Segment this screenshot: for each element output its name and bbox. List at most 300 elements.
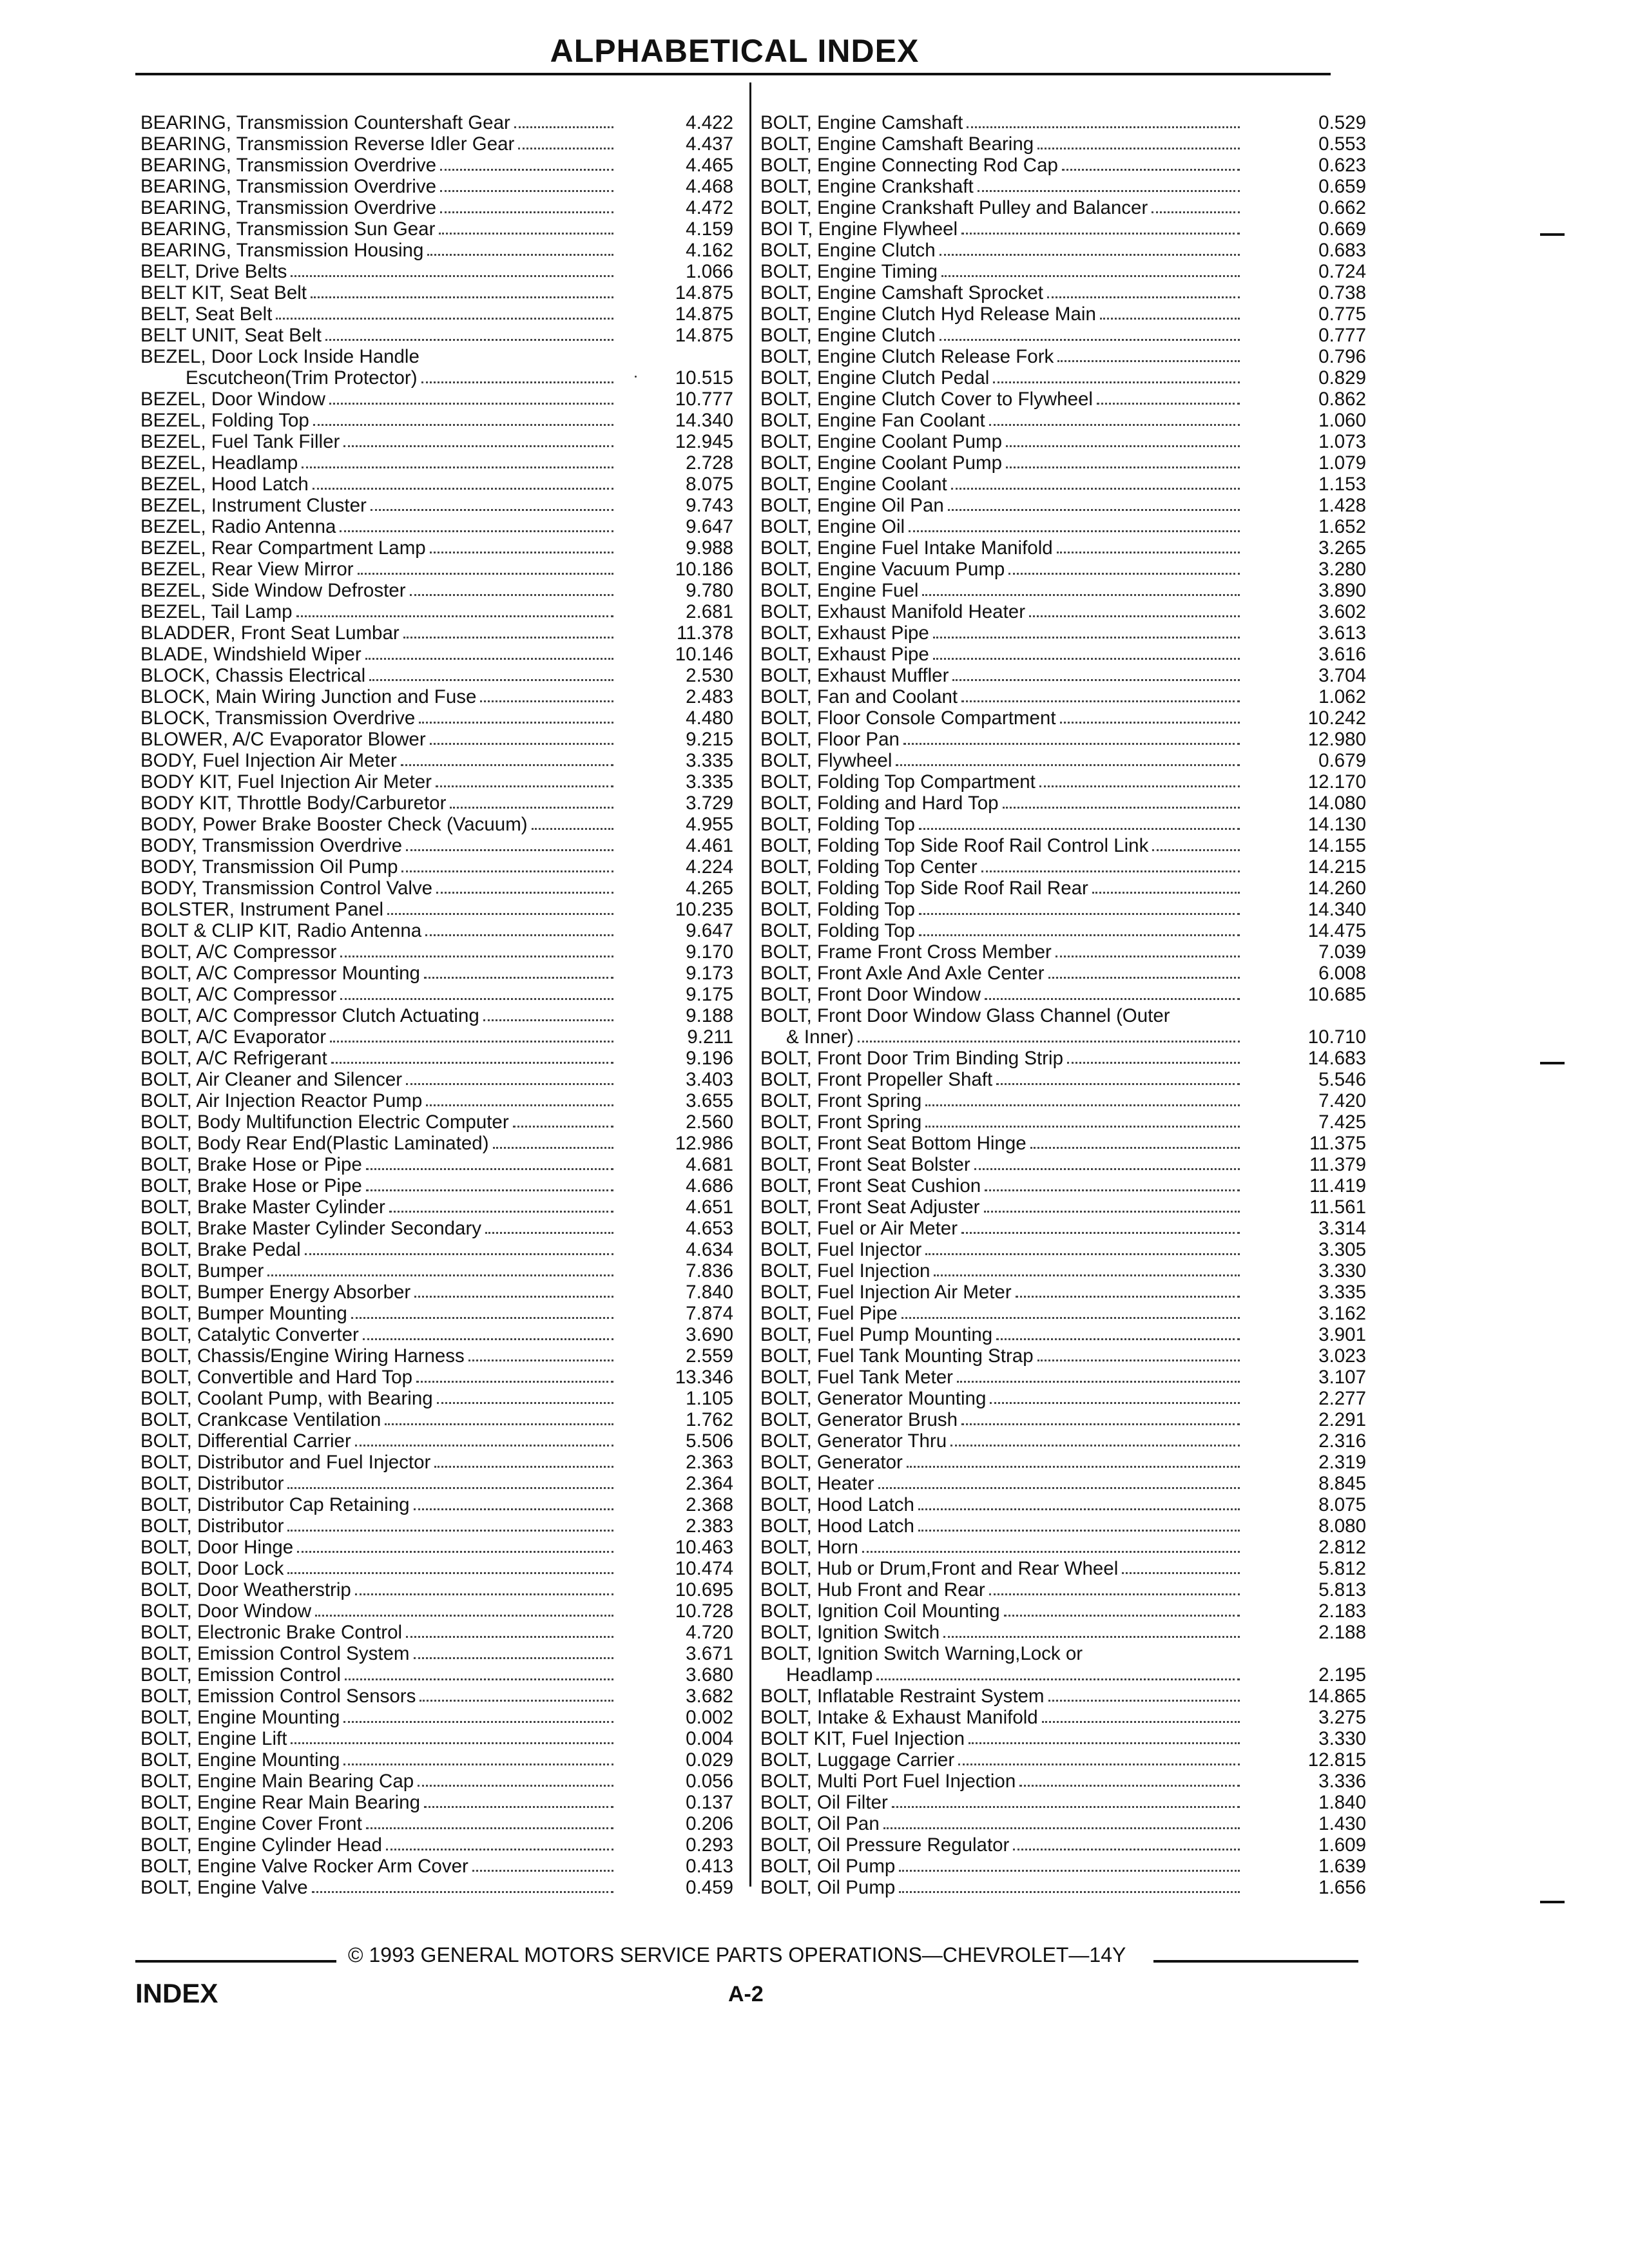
index-entry (140, 1877, 733, 1898)
dot-leader (1092, 892, 1240, 894)
index-entry (140, 1367, 733, 1388)
entry-page-number: 4.651 (686, 1196, 733, 1218)
index-entry (760, 1090, 1366, 1111)
margin-mark (1540, 1062, 1565, 1064)
index-entry (140, 1026, 733, 1048)
index-entry (140, 1154, 733, 1175)
index-entry (760, 1728, 1366, 1749)
entry-description: BOLT, Hood Latch (760, 1494, 914, 1515)
entry-description: BOLT, Fan and Coolant (760, 686, 958, 707)
index-entry (140, 1409, 733, 1430)
index-entry (760, 303, 1366, 325)
entry-description: BOLT, Fuel Injection Air Meter (760, 1282, 1012, 1303)
entry-page-number: 1.062 (1318, 686, 1366, 707)
entry-description: BOLT, Engine Camshaft Bearing (760, 133, 1034, 155)
entry-page-number: 8.845 (1318, 1473, 1366, 1494)
dot-leader (1048, 1700, 1240, 1702)
dot-leader (1013, 1849, 1240, 1850)
entry-description: BOLT, Engine Oil Pan (760, 495, 944, 516)
dot-leader (366, 1827, 613, 1829)
entry-description: BOLT, Engine Clutch Hyd Release Main (760, 303, 1096, 325)
index-entry (140, 1048, 733, 1069)
entry-page-number: 0.623 (1318, 155, 1366, 176)
index-entry (140, 1834, 733, 1856)
index-entry (140, 1494, 733, 1515)
entry-description: BOLT, Engine Camshaft (760, 112, 963, 133)
entry-description: BOLT, Engine Camshaft Sprocket (760, 282, 1043, 303)
dot-leader (437, 1402, 613, 1404)
entry-description: BOLT, Generator Mounting (760, 1388, 987, 1409)
entry-description: BOLT, Engine Main Bearing Cap (140, 1771, 414, 1792)
index-entry (760, 495, 1366, 516)
index-entry (140, 1388, 733, 1409)
entry-description: BOLT, Engine Cover Front (140, 1813, 362, 1834)
entry-description: BEZEL, Rear Compartment Lamp (140, 537, 426, 559)
dot-leader (532, 828, 613, 830)
entry-description: BEARING, Transmission Sun Gear (140, 218, 436, 240)
entry-description: BOLT, Front Axle And Axle Center (760, 963, 1045, 984)
index-entry (140, 856, 733, 878)
index-entry (760, 1877, 1366, 1898)
index-entry (140, 1345, 733, 1367)
index-entry (760, 537, 1366, 559)
index-entry (140, 346, 733, 389)
index-entry (760, 218, 1366, 240)
entry-description: BOLT, Fuel Tank Meter (760, 1367, 953, 1388)
dot-leader (993, 381, 1240, 383)
entry-description: BOLT, Generator (760, 1452, 903, 1473)
entry-description: BOLT, Engine Mounting (140, 1749, 340, 1771)
index-entry (760, 1494, 1366, 1515)
dot-leader (919, 828, 1240, 830)
dot-leader (996, 1338, 1240, 1340)
index-entry (140, 601, 733, 622)
dot-leader (369, 679, 613, 681)
entry-page-number: 10.710 (1307, 1026, 1366, 1048)
entry-page-number: 12.815 (1307, 1749, 1366, 1771)
dot-leader (990, 1402, 1240, 1404)
entry-page-number: 2.363 (686, 1452, 733, 1473)
index-entry (140, 729, 733, 750)
entry-page-number: 10.146 (675, 644, 733, 665)
dot-leader (892, 1806, 1240, 1808)
index-entry (760, 1133, 1366, 1154)
index-entry (140, 1856, 733, 1877)
index-entry (760, 1239, 1366, 1260)
entry-description: BEZEL, Headlamp (140, 452, 298, 474)
index-entry (140, 644, 733, 665)
entry-description: BOLT, Engine Coolant Pump (760, 452, 1002, 474)
entry-page-number: 8.080 (1318, 1515, 1366, 1537)
entry-description: BOLT, Fuel Injection (760, 1260, 930, 1282)
dot-leader (1003, 807, 1240, 809)
index-entry (140, 240, 733, 261)
entry-description: BOLT, Emission Control System (140, 1643, 410, 1664)
entry-page-number: 2.364 (686, 1473, 733, 1494)
entry-description: BOLT, Crankcase Ventilation (140, 1409, 381, 1430)
entry-description: BODY KIT, Throttle Body/Carburetor (140, 793, 447, 814)
entry-description: BOI T, Engine Flywheel (760, 218, 958, 240)
dot-leader (267, 1274, 613, 1276)
entry-page-number: 1.840 (1318, 1792, 1366, 1813)
entry-page-number: 0.796 (1318, 346, 1366, 367)
entry-description: BOLT, Folding Top Compartment (760, 771, 1036, 793)
index-entry (140, 1749, 733, 1771)
entry-page-number: 3.162 (1318, 1303, 1366, 1324)
dot-leader (430, 552, 613, 553)
entry-description: BOLT, A/C Compressor Mounting (140, 963, 420, 984)
entry-page-number: 1.066 (686, 261, 733, 282)
entry-page-number: 3.330 (1318, 1728, 1366, 1749)
entry-page-number: 4.468 (686, 176, 733, 197)
index-entry (140, 1005, 733, 1026)
entry-description: BEZEL, Rear View Mirror (140, 559, 354, 580)
entry-page-number: 2.291 (1318, 1409, 1366, 1430)
entry-page-number: 10.235 (675, 899, 733, 920)
entry-description: BOLT, Brake Master Cylinder (140, 1196, 385, 1218)
entry-description: BOLT, Front Door Trim Binding Strip (760, 1048, 1063, 1069)
dot-leader (518, 148, 613, 149)
entry-page-number: 3.602 (1318, 601, 1366, 622)
dot-leader (468, 1360, 613, 1361)
dot-leader (291, 275, 613, 277)
index-entry (140, 580, 733, 601)
entry-description: BOLT, Front Propeller Shaft (760, 1069, 993, 1090)
dot-leader (389, 1211, 613, 1213)
entry-description: BOLT, Distributor (140, 1473, 284, 1494)
entry-description: BLOWER, A/C Evaporator Blower (140, 729, 426, 750)
index-entry (760, 856, 1366, 878)
entry-page-number: 1.060 (1318, 410, 1366, 431)
entry-page-number: 3.305 (1318, 1239, 1366, 1260)
entry-description: BOLT, Floor Pan (760, 729, 900, 750)
dot-leader (436, 892, 613, 894)
entry-description: BOLT, Exhaust Pipe (760, 622, 929, 644)
index-entry (140, 941, 733, 963)
entry-description: BOLT, Engine Valve Rocker Arm Cover (140, 1856, 468, 1877)
index-entry (760, 559, 1366, 580)
index-entry (760, 750, 1366, 771)
entry-description: BOLT, Heater (760, 1473, 874, 1494)
entry-page-number: 2.483 (686, 686, 733, 707)
index-entry (140, 431, 733, 452)
entry-page-number: 0.679 (1318, 750, 1366, 771)
entry-description: BOLT, Bumper Energy Absorber (140, 1282, 411, 1303)
entry-page-number: 0.206 (686, 1813, 733, 1834)
entry-page-number: 1.079 (1318, 452, 1366, 474)
index-entry (760, 1473, 1366, 1494)
entry-page-number: 14.865 (1307, 1686, 1366, 1707)
index-entry (760, 1345, 1366, 1367)
entry-description: BOLT, Oil Pan (760, 1813, 880, 1834)
entry-description: BOLT, Brake Master Cylinder Secondary (140, 1218, 482, 1239)
dot-leader (925, 1126, 1240, 1128)
dot-leader (1039, 785, 1240, 787)
dot-leader (410, 594, 613, 596)
dot-leader (1122, 1572, 1240, 1574)
dot-leader (325, 339, 613, 341)
entry-description: BOLT, Bumper (140, 1260, 264, 1282)
index-entry (760, 133, 1366, 155)
entry-description: BEARING, Transmission Overdrive (140, 197, 437, 218)
entry-description: BOLT, Front Seat Adjuster (760, 1196, 980, 1218)
entry-description: BOLT, Engine Crankshaft Pulley and Balancer (760, 197, 1148, 218)
entry-description: BOLT, Floor Console Compartment (760, 707, 1056, 729)
entry-description: BOLT, Electronic Brake Control (140, 1622, 403, 1643)
index-entry (760, 1771, 1366, 1792)
entry-page-number: 2.681 (686, 601, 733, 622)
entry-page-number: 3.690 (686, 1324, 733, 1345)
entry-description: BODY KIT, Fuel Injection Air Meter (140, 771, 432, 793)
index-entry (760, 1856, 1366, 1877)
entry-description: BOLT, Engine Oil (760, 516, 905, 537)
entry-description: BODY, Transmission Overdrive (140, 835, 403, 856)
dot-leader (941, 275, 1240, 277)
entry-description: BOLT, A/C Refrigerant (140, 1048, 327, 1069)
entry-page-number: 9.196 (686, 1048, 733, 1069)
entry-description: BOLT, Engine Mounting (140, 1707, 340, 1728)
entry-description: BOLT, Engine Coolant Pump (760, 431, 1002, 452)
column-divider (749, 82, 751, 1887)
entry-page-number: 2.188 (1318, 1622, 1366, 1643)
entry-page-number: 3.613 (1318, 622, 1366, 644)
dot-leader (899, 1870, 1240, 1872)
dot-leader (1016, 1296, 1240, 1298)
index-entry (760, 1069, 1366, 1090)
index-entry (140, 1515, 733, 1537)
index-entry (140, 1239, 733, 1260)
index-entry (140, 218, 733, 240)
entry-page-number: 11.561 (1309, 1196, 1366, 1218)
entry-page-number: 1.639 (1318, 1856, 1366, 1877)
entry-description: BOLT, Oil Pressure Regulator (760, 1834, 1010, 1856)
dot-leader (1057, 552, 1240, 553)
entry-page-number: 4.720 (686, 1622, 733, 1643)
entry-description: BOLT, Engine Lift (140, 1728, 287, 1749)
index-entry (760, 1409, 1366, 1430)
entry-page-number: 14.475 (1307, 920, 1366, 941)
dot-leader (989, 1593, 1240, 1595)
index-entry (760, 1452, 1366, 1473)
entry-page-number: 14.683 (1307, 1048, 1366, 1069)
entry-description: BOLT, Folding Top Side Roof Rail Control Link (760, 835, 1149, 856)
dot-leader (434, 1466, 613, 1468)
entry-description: BEZEL, Hood Latch (140, 474, 309, 495)
index-entry (760, 941, 1366, 963)
entry-description: BLOCK, Transmission Overdrive (140, 707, 416, 729)
page-title: ALPHABETICAL INDEX (550, 33, 920, 69)
index-entry (760, 835, 1366, 856)
entry-page-number: 1.609 (1318, 1834, 1366, 1856)
index-entry (140, 686, 733, 707)
entry-description: BOLT, Engine Cylinder Head (140, 1834, 382, 1856)
dot-leader (918, 1530, 1240, 1532)
entry-page-number: 3.680 (686, 1664, 733, 1686)
entry-description: BOLT, Fuel Pipe (760, 1303, 898, 1324)
index-entry (140, 282, 733, 303)
index-entry (140, 1473, 733, 1494)
dot-leader (933, 658, 1240, 660)
entry-description: BODY, Fuel Injection Air Meter (140, 750, 397, 771)
entry-description: BOLT, Front Seat Bolster (760, 1154, 970, 1175)
index-entry (760, 1218, 1366, 1239)
dot-leader (358, 573, 613, 575)
dot-leader (940, 339, 1240, 341)
entry-page-number: 14.340 (1307, 899, 1366, 920)
index-entry (760, 1048, 1366, 1069)
entry-page-number: 14.130 (1307, 814, 1366, 835)
entry-page-number: 7.836 (686, 1260, 733, 1282)
index-entry (760, 707, 1366, 729)
index-entry (760, 601, 1366, 622)
entry-description: BOLT, Engine Clutch Pedal (760, 367, 990, 389)
index-entry (140, 1792, 733, 1813)
dot-leader (418, 1785, 613, 1787)
index-entry (140, 1771, 733, 1792)
entry-description: BOLT, A/C Evaporator (140, 1026, 327, 1048)
dot-leader (436, 785, 613, 787)
dot-leader (1152, 211, 1240, 213)
entry-page-number: 2.195 (1318, 1664, 1366, 1686)
dot-leader (365, 658, 613, 660)
entry-description: BOLT, Multi Port Fuel Injection (760, 1771, 1016, 1792)
index-entry (760, 686, 1366, 707)
entry-page-number: 14.215 (1307, 856, 1366, 878)
footer-rule-right (1153, 1960, 1358, 1963)
index-entry (140, 1196, 733, 1218)
entry-description: BOLT, Air Cleaner and Silencer (140, 1069, 403, 1090)
dot-leader (340, 956, 613, 957)
entry-description: BOLT, Hub Front and Rear (760, 1579, 985, 1600)
entry-description: BOLT, Engine Fan Coolant (760, 410, 985, 431)
entry-page-number: 2.383 (686, 1515, 733, 1537)
dot-leader (401, 764, 613, 766)
entry-description: BOLT, Brake Hose or Pipe (140, 1154, 362, 1175)
index-entry (760, 367, 1366, 389)
index-entry (760, 516, 1366, 537)
dot-leader (922, 594, 1240, 596)
entry-description: BOLT, Folding Top (760, 814, 915, 835)
entry-page-number: 0.683 (1318, 240, 1366, 261)
left-column (140, 112, 733, 1898)
dot-leader (287, 1530, 613, 1532)
index-entry (760, 112, 1366, 133)
dot-leader (296, 615, 613, 617)
dot-leader (313, 424, 613, 426)
entry-page-number: 6.008 (1318, 963, 1366, 984)
index-entry (140, 1452, 733, 1473)
dot-leader (943, 1636, 1240, 1638)
index-entry (140, 1282, 733, 1303)
entry-page-number: 4.634 (686, 1239, 733, 1260)
index-entry (140, 1664, 733, 1686)
entry-description: BODY, Power Brake Booster Check (Vacuum) (140, 814, 528, 835)
index-entry (760, 1367, 1366, 1388)
index-entry (140, 155, 733, 176)
entry-page-number: 4.159 (686, 218, 733, 240)
entry-page-number: 14.340 (675, 410, 733, 431)
entry-description: BOLT, Oil Filter (760, 1792, 888, 1813)
index-entry (140, 963, 733, 984)
index-entry (760, 261, 1366, 282)
dot-leader (961, 1423, 1240, 1425)
index-entry (140, 1728, 733, 1749)
entry-description: BOLT, Engine Crankshaft (760, 176, 974, 197)
dot-leader (430, 743, 613, 745)
dot-leader (287, 1487, 613, 1489)
entry-page-number: 14.155 (1307, 835, 1366, 856)
entry-description: BOLT KIT, Fuel Injection (760, 1728, 965, 1749)
dot-leader (1057, 360, 1240, 362)
index-entry (760, 1303, 1366, 1324)
entry-page-number: 11.375 (1309, 1133, 1366, 1154)
entry-description: BEZEL, Door Window (140, 389, 325, 410)
entry-page-number: 0.413 (686, 1856, 733, 1877)
index-entry (140, 899, 733, 920)
index-entry (760, 197, 1366, 218)
entry-description: BEARING, Transmission Housing (140, 240, 424, 261)
dot-leader (1030, 1147, 1240, 1149)
entry-description: BOLT, Ignition Switch Warning,Lock or (760, 1643, 1083, 1664)
entry-description: BEZEL, Instrument Cluster (140, 495, 367, 516)
entry-page-number: 3.023 (1318, 1345, 1366, 1367)
dot-leader (366, 1189, 613, 1191)
entry-description: BEZEL, Side Window Defroster (140, 580, 406, 601)
entry-page-number: 3.655 (686, 1090, 733, 1111)
entry-page-number: 3.901 (1318, 1324, 1366, 1345)
dot-leader (480, 700, 613, 702)
index-entry (140, 1813, 733, 1834)
index-entry (140, 1260, 733, 1282)
entry-description: BEARING, Transmission Countershaft Gear (140, 112, 510, 133)
dot-leader (343, 445, 613, 447)
dot-leader (896, 764, 1240, 766)
index-entry (140, 1069, 733, 1090)
dot-leader (421, 381, 613, 383)
dot-leader (948, 509, 1240, 511)
entry-page-number: 4.437 (686, 133, 733, 155)
entry-description-continued: Headlamp (786, 1664, 873, 1686)
section-label: INDEX (135, 1978, 218, 2008)
entry-page-number: 9.173 (686, 963, 733, 984)
dot-leader (933, 637, 1240, 639)
entry-page-number: 9.780 (686, 580, 733, 601)
index-entry (140, 559, 733, 580)
entry-description: BEARING, Transmission Overdrive (140, 155, 437, 176)
entry-page-number: 2.560 (686, 1111, 733, 1133)
dot-leader (919, 913, 1240, 915)
entry-description: BOLT, Engine Fuel (760, 580, 919, 601)
entry-description: BEZEL, Door Lock Inside Handle (140, 346, 419, 367)
footer-rule-left (135, 1960, 336, 1963)
entry-page-number: 0.669 (1318, 218, 1366, 240)
index-entry (760, 1834, 1366, 1856)
index-entry (140, 112, 733, 133)
entry-description: BOLT, Oil Pump (760, 1877, 896, 1898)
entry-description: BOLT, Folding Top Center (760, 856, 978, 878)
entry-page-number: 3.403 (686, 1069, 733, 1090)
dot-leader (401, 870, 613, 872)
page-number: A-2 (728, 1982, 764, 2006)
entry-description: BOLT, Generator Thru (760, 1430, 947, 1452)
entry-page-number: 4.686 (686, 1175, 733, 1196)
dot-leader (387, 913, 613, 915)
entry-page-number: 10.186 (675, 559, 733, 580)
entry-page-number: 7.874 (686, 1303, 733, 1324)
index-entry (760, 771, 1366, 793)
dot-leader (989, 424, 1240, 426)
entry-page-number: 0.662 (1318, 197, 1366, 218)
